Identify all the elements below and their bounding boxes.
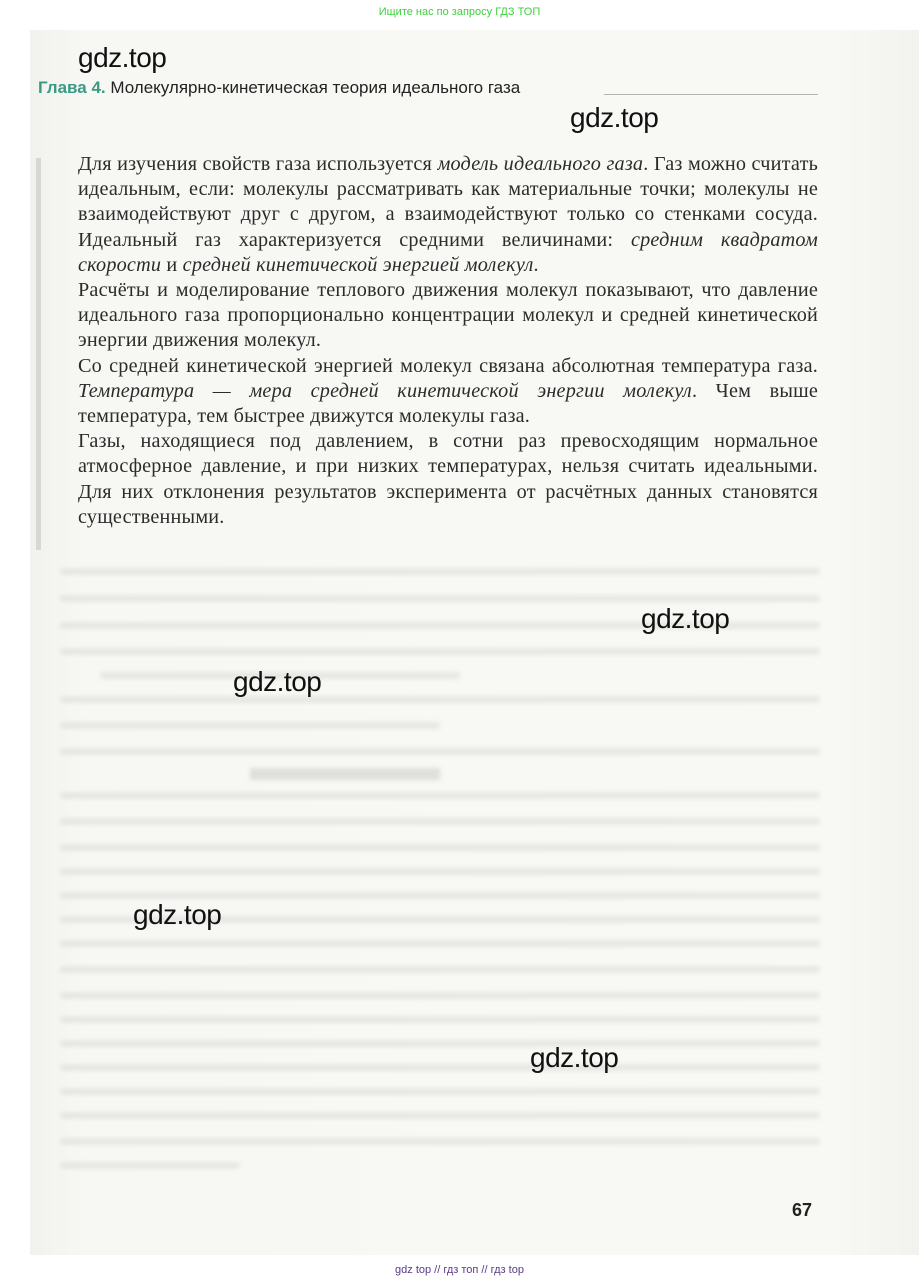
chapter-title: Молекулярно-кинетическая теория идеального газа <box>110 78 521 97</box>
watermark: gdz.top <box>133 899 222 930</box>
chapter-header <box>38 78 520 98</box>
watermark: gdz.top <box>570 102 659 133</box>
top-banner[interactable]: Ищите нас по запросу ГДЗ ТОП <box>378 6 541 18</box>
paragraph: Расчёты и моделирование теплового движения молекул показывают, что давление идеального газа пропорционально концентрации молекул и средней кинетической энергии движения молекул. <box>78 279 818 352</box>
watermark: gdz.top <box>233 666 322 697</box>
chapter-label: Глава 4. <box>38 78 106 97</box>
summary-text <box>78 152 818 530</box>
summary-side-bar <box>36 158 41 550</box>
header-rule <box>604 94 818 95</box>
footer-links[interactable]: gdz top // гдз топ // гдз top <box>395 1264 524 1276</box>
paragraph: Для изучения свойств газа используется модель идеального газа. Газ можно считать идеальным, если: молекулы рассматривать как материальные точки; молекулы не взаимодействуют друг с другом, а взаимодействуют только со стенками сосуда. Идеальный газ характеризуется средними величинами: средним квадратом скорости и средней кинетической энергией молекул. <box>78 153 818 276</box>
watermark: gdz.top <box>530 1042 619 1073</box>
page-number: 67 <box>792 1200 813 1220</box>
watermark: gdz.top <box>78 42 167 73</box>
paragraph: Со средней кинетической энергией молекул связана абсолютная температура газа. Температура — мера средней кинетической энергии молекул. Чем выше температура, тем быстрее движутся молекулы газа. <box>78 354 818 428</box>
paragraph: Газы, находящиеся под давлением, в сотни раз превосходящим нормальное атмосферное давление, и при низких температурах, нельзя считать идеальными. Для них отклонения результатов эксперимента от расчётных данных становятся существенными. <box>78 430 818 528</box>
watermark: gdz.top <box>641 603 730 634</box>
